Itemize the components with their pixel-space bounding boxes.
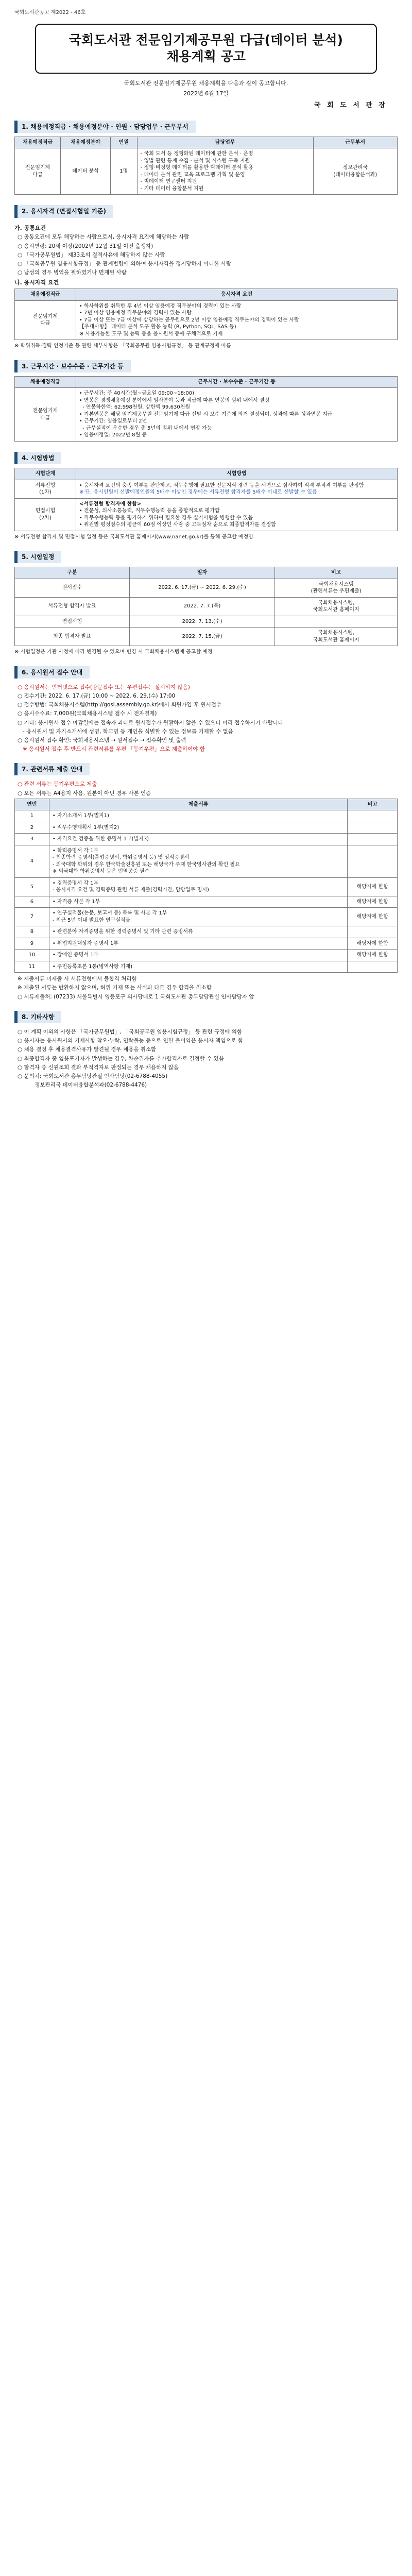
table-row bbox=[15, 908, 398, 926]
other-line: ○ 응시자는 응시원서의 기재사항 착오·누락, 연락불능 등으로 인한 불이익은 응시자 책임으로 함 bbox=[18, 1038, 243, 1044]
cell-note: 해당자에 한함 bbox=[348, 950, 398, 961]
table-header: 비고 bbox=[348, 799, 398, 810]
cell-note bbox=[348, 845, 398, 877]
cell-note: 해당자에 한함 bbox=[348, 896, 398, 908]
cell-doc: • 관련분야 자격증명을 위한 경력증명서 및 기타 관련 증빙서류 bbox=[49, 926, 348, 938]
schedule-table bbox=[14, 567, 398, 646]
cell-no: 7 bbox=[15, 908, 49, 926]
req-item: • 7년 이상 임용예정 직무분야의 경력이 있는 사람 bbox=[79, 310, 192, 316]
cell-no: 9 bbox=[15, 938, 49, 950]
cell-duties bbox=[137, 148, 313, 195]
cell-doc: • 경력증명서 각 1부 - 응시자격 요건 및 경력증명 관련 서류 제출(경력기간, 담당업무 명시) bbox=[49, 877, 348, 896]
requirement-line: ○ 남성의 경우 병역을 필하였거나 면제된 사람 bbox=[18, 269, 127, 276]
req-item: 【우대사항】 데이터 분석 도구 활용 능력 (R, Python, SQL, SAS 등) bbox=[79, 324, 236, 330]
table-header: 응시자격 요건 bbox=[76, 289, 397, 301]
cell-note bbox=[275, 616, 398, 628]
req-item: • 7급 이상 또는 7급 이상에 상당하는 공무원으로 2년 이상 임용예정 직무분야의 경력이 있는 사람 bbox=[79, 317, 299, 323]
duty-item: - 기타 데이터 융합분석 지원 bbox=[140, 185, 204, 192]
table-header: 비고 bbox=[275, 567, 398, 579]
table-row bbox=[15, 616, 398, 628]
cell-doc: • 자격요건 검증을 위한 증명서 1부(별지3) bbox=[49, 834, 348, 845]
req-item: ※ 사용가능한 도구 및 능력 등을 응시원서 등에 구체적으로 기재 bbox=[79, 331, 223, 337]
method-item: • 전문성, 의사소통능력, 직무수행능력 등을 종합적으로 평가함 bbox=[79, 508, 220, 514]
cell-no: 3 bbox=[15, 834, 49, 845]
table-row bbox=[15, 148, 398, 195]
cell-dept: 정보관리국 (데이터융합분석과) bbox=[313, 148, 397, 195]
cell-doc: • 학력증명서 각 1부 - 최종학력 증명서(졸업증명서, 학위증명서 등) 및 성적증명서 - 외국대학 학위의 경우 한국학술진흥원 또는 해당국가 주재 한국영사관의 확인 필요 ※ 외국대학 학위증명서 등은 번역공증 필수 bbox=[49, 845, 348, 877]
documents-intro-line: ○ 관련 서류는 등기우편으로 제출 bbox=[18, 781, 97, 788]
cell-note bbox=[348, 834, 398, 845]
cell-grade: 전문임기제 다급 bbox=[15, 148, 61, 195]
section-heading: 3. 근무시간 · 보수수준 · 근무기간 등 bbox=[14, 360, 131, 372]
document-page bbox=[0, 0, 412, 1106]
application-line: ○ 기타: 응시원서 접수 마감일에는 접속자 과다로 원서접수가 원활하지 않을 수 있으니 미리 접수하시기 바랍니다. bbox=[18, 719, 285, 726]
section-application bbox=[14, 666, 398, 753]
application-line: ※ 응시원서 접수 후 반드시 관련서류를 우편 「등기우편」으로 제출하여야 함 bbox=[18, 746, 205, 753]
other-line: ○ 합격자 중 신원조회 결과 부적격자로 판정되는 경우 채용하지 않음 bbox=[18, 1064, 179, 1071]
cell-no: 2 bbox=[15, 822, 49, 834]
table-row bbox=[15, 388, 398, 442]
application-line: ○ 응시원서는 인터넷으로 접수(방문접수 또는 우편접수는 실시하지 않음) bbox=[18, 684, 190, 690]
table-row bbox=[15, 300, 398, 340]
application-line: - 응시원서 및 자기소개서에 성명, 학교명 등 개인을 식별할 수 있는 정보를 기재할 수 없음 bbox=[18, 728, 233, 735]
condition-item: • 근무기간: 임용일로부터 2년 bbox=[79, 418, 147, 425]
section-heading: 2. 응시자격 (면접시험일 기준) bbox=[14, 205, 113, 217]
table-header: 구분 bbox=[15, 567, 130, 579]
issuer: 국 회 도 서 관 장 bbox=[314, 101, 387, 110]
table-header: 채용예정직급 bbox=[15, 376, 76, 388]
table-row bbox=[15, 834, 398, 845]
announcement-date: 2022년 6월 17일 bbox=[183, 90, 229, 97]
cell-count: 1명 bbox=[110, 148, 137, 195]
section-heading: 6. 응시원서 접수 안내 bbox=[14, 666, 90, 679]
table-row bbox=[15, 579, 398, 597]
table-row bbox=[15, 480, 398, 498]
table-header: 담당업무 bbox=[137, 137, 313, 148]
requirement-line: ○ 응시연령: 20세 이상(2002년 12월 31일 이전 출생자) bbox=[18, 243, 153, 249]
eligibility-table bbox=[14, 289, 398, 340]
table-header: 인원 bbox=[110, 137, 137, 148]
table-row bbox=[15, 628, 398, 646]
cell-note: 해당자에 한함 bbox=[348, 877, 398, 896]
duty-item: - 정형·비정형 데이터를 활용한 빅데이터 분석 활용 bbox=[140, 165, 253, 171]
cell-note: 국회채용시스템, 국회도서관 홈페이지 bbox=[275, 628, 398, 646]
documents-footer bbox=[14, 975, 398, 1001]
cell-note: 국회채용시스템, 국회도서관 홈페이지 bbox=[275, 597, 398, 616]
cell-note: 해당자에 한함 bbox=[348, 908, 398, 926]
cell-stage: 서류전형 (1차) bbox=[15, 480, 76, 498]
requirement-line: ○ 「국회공무원 임용시험규정」 등 관계법령에 의하여 응시자격을 정지당하지 아니한 사람 bbox=[18, 260, 232, 267]
application-line: ○ 접수기간: 2022. 6. 17.(금) 10:00 ~ 2022. 6. 29.(수) 17:00 bbox=[18, 693, 176, 700]
cell-doc: • 장애인 증명서 1부 bbox=[49, 950, 348, 961]
documents-footer-line: ※ 제출된 서류는 반환하지 않으며, 허위 기재 또는 사실과 다른 경우 합격을 취소함 bbox=[18, 985, 212, 991]
method-item: ※ 단, 응시인원이 선발예정인원의 5배수 이상인 경우에는 서류전형 합격자를 5배수 이내로 선발할 수 있음 bbox=[79, 489, 317, 496]
exam-method-table bbox=[14, 468, 398, 531]
method-item: • 응시자격 요건의 충족 여부를 판단하고, 직무수행에 필요한 전문지식·경력 등을 서면으로 심사하여 적격·부적격 여부를 판정함 bbox=[79, 482, 364, 488]
cell-note bbox=[348, 961, 398, 973]
section-other bbox=[14, 1011, 398, 1089]
cell-no: 10 bbox=[15, 950, 49, 961]
cell-doc: • 자기소개서 1부(별지1) bbox=[49, 810, 348, 822]
method-item: • 직무수행능력 등을 평가하기 위하여 필요한 경우 실기시험을 병행할 수 있음 bbox=[79, 515, 253, 521]
section-heading: 4. 시험방법 bbox=[14, 452, 61, 464]
documents-footer-line: ※ 제출서류 미제출 시 서류전형에서 불합격 처리함 bbox=[18, 976, 137, 982]
section-schedule bbox=[14, 551, 398, 656]
cell-item: 최종 합격자 발표 bbox=[15, 628, 130, 646]
section-eligibility bbox=[14, 205, 398, 349]
documents-table bbox=[14, 799, 398, 973]
section-documents bbox=[14, 763, 398, 1001]
section-heading: 5. 시험일정 bbox=[14, 551, 61, 563]
cell-doc: • 자격증 사본 각 1부 bbox=[49, 896, 348, 908]
method-item: <서류전형 합격자에 한함> bbox=[79, 501, 142, 507]
condition-item: - 근무실적이 우수한 경우 총 5년의 범위 내에서 연장 가능 bbox=[79, 425, 212, 431]
conditions-table bbox=[14, 376, 398, 442]
application-line: ○ 응시원서 접수 확인: 국회채용시스템 → 원서접수 → 접수확인 및 출력 bbox=[18, 737, 186, 743]
note: ※ 시험일정은 기관 사정에 따라 변경될 수 있으며 변경 시 국회채용시스템에 공고할 예정 bbox=[14, 649, 213, 655]
document-number: 국회도서관공고 제2022 - 46호 bbox=[14, 10, 86, 15]
table-header: 연번 bbox=[15, 799, 49, 810]
cell-doc: • 연구실적물(논문, 보고서 등) 목록 및 사본 각 1부 - 최근 5년 이내 발표한 연구실적물 bbox=[49, 908, 348, 926]
subheading: 가. 공통요건 bbox=[14, 224, 46, 231]
table-header: 채용예정직급 bbox=[15, 289, 76, 301]
cell-grade: 전문임기제 다급 bbox=[15, 300, 76, 340]
cell-doc: • 주민등록초본 1통(병역사항 기재) bbox=[49, 961, 348, 973]
other-line: ○ 최종합격자 중 임용포기자가 발생하는 경우, 차순위자를 추가합격자로 결정할 수 있음 bbox=[18, 1055, 224, 1062]
cell-date: 2022. 7. 15.(금) bbox=[129, 628, 274, 646]
duty-item: - 국회 도서 등 정형화된 데이터에 관한 분석 · 운영 bbox=[140, 151, 253, 157]
table-row bbox=[15, 810, 398, 822]
title-line-2: 채용계획 공고 bbox=[166, 49, 246, 64]
table-row bbox=[15, 926, 398, 938]
table-header: 제출서류 bbox=[49, 799, 348, 810]
requirement-line: ○ 「국가공무원법」 제33조의 결격사유에 해당하지 않는 사람 bbox=[18, 251, 165, 258]
cell-item: 면접시험 bbox=[15, 616, 130, 628]
other-lines bbox=[14, 1028, 398, 1089]
cell-no: 6 bbox=[15, 896, 49, 908]
application-line: ○ 응시수수료: 7,000원(국회채용시스템 접수 시 전자결제) bbox=[18, 710, 157, 717]
section-positions bbox=[14, 121, 398, 195]
table-header: 근무시간 · 보수수준 · 근무기간 등 bbox=[76, 376, 397, 388]
cell-date: 2022. 7. 7.(목) bbox=[129, 597, 274, 616]
method-item: • 위원별 평정점수의 평균이 60점 이상인 사람 중 고득점자 순으로 최종합격자를 결정함 bbox=[79, 522, 276, 528]
positions-table bbox=[14, 137, 398, 195]
other-line: 정보관리국 데이터융합분석과(02-6788-4476) bbox=[18, 1082, 147, 1089]
table-header: 채용예정직급 bbox=[15, 137, 61, 148]
note: ※ 학위취득·경력 인정기준 등 관련 세부사항은 「국회공무원 임용시험규정」 등 관계규정에 따름 bbox=[14, 343, 231, 349]
documents-intro bbox=[14, 781, 398, 796]
section-heading: 8. 기타사항 bbox=[14, 1011, 61, 1023]
cell-no: 11 bbox=[15, 961, 49, 973]
duty-item: - 빅데이터 연구센터 지원 bbox=[140, 179, 197, 185]
documents-footer-line: ○ 서류제출처: (07233) 서울특별시 영등포구 의사당대로 1 국회도서관 총무담당관실 인사담당자 앞 bbox=[18, 993, 254, 1000]
other-line: ○ 이 계획 이외의 사항은 「국가공무원법」, 「국회공무원 임용시험규정」 등 관련 규정에 의함 bbox=[18, 1029, 243, 1036]
table-header: 시험방법 bbox=[76, 468, 397, 480]
cell-no: 4 bbox=[15, 845, 49, 877]
duty-item: - 데이터 분석 관련 교육 프로그램 기획 및 운영 bbox=[140, 172, 245, 178]
table-row bbox=[15, 498, 398, 531]
other-line: ○ 문의처: 국회도서관 총무담당관실 인사담당(02-6788-4055) bbox=[18, 1073, 168, 1079]
cell-date: 2022. 6. 17.(금) ~ 2022. 6. 29.(수) bbox=[129, 579, 274, 597]
cell-stage: 면접시험 (2차) bbox=[15, 498, 76, 531]
cell-item: 서류전형 합격자 발표 bbox=[15, 597, 130, 616]
req-item: • 학사학위를 취득한 후 4년 이상 임용예정 직무분야의 경력이 있는 사람 bbox=[79, 303, 242, 309]
cell-date: 2022. 7. 13.(수) bbox=[129, 616, 274, 628]
table-row bbox=[15, 877, 398, 896]
requirement-line: ○ 공통요건에 모두 해당하는 사람으로서, 응시자격 요건에 해당하는 사람 bbox=[18, 234, 190, 241]
cell-no: 5 bbox=[15, 877, 49, 896]
table-row bbox=[15, 961, 398, 973]
cell-no: 8 bbox=[15, 926, 49, 938]
cell-doc: • 취업지원대상자 증명서 1부 bbox=[49, 938, 348, 950]
application-lines bbox=[14, 684, 398, 753]
subheading: 나. 응시자격 요건 bbox=[14, 279, 59, 286]
table-header: 시험단계 bbox=[15, 468, 76, 480]
table-row bbox=[15, 950, 398, 961]
cell-note: 해당자에 한함 bbox=[348, 938, 398, 950]
note: ※ 서류전형 합격자 및 면접시험 일정 등은 국회도서관 홈페이지(www.nanet.go.kr)를 통해 공고할 예정임 bbox=[14, 534, 253, 540]
section-heading: 1. 채용예정직급 · 채용예정분야 · 인원 · 담당업무 · 근무부서 bbox=[14, 121, 196, 133]
table-header: 일자 bbox=[129, 567, 274, 579]
cell-method bbox=[76, 480, 397, 498]
table-header: 채용예정분야 bbox=[61, 137, 111, 148]
cell-grade: 전문임기제 다급 bbox=[15, 388, 76, 442]
condition-item: • 임용예정일: 2022년 8월 중 bbox=[79, 432, 147, 438]
intro-text: 국회도서관 전문임기제공무원 채용계획을 다음과 같이 공고합니다. bbox=[124, 79, 288, 87]
condition-item: • 근무시간: 주 40시간(월~금요일 09:00~18:00) bbox=[79, 391, 195, 397]
cell-conditions bbox=[76, 388, 397, 442]
table-header: 근무부서 bbox=[313, 137, 397, 148]
section-exam-method bbox=[14, 452, 398, 540]
common-requirements bbox=[14, 233, 398, 276]
cell-no: 1 bbox=[15, 810, 49, 822]
other-line: ○ 채용 결정 후 채용결격사유가 발견될 경우 채용을 취소함 bbox=[18, 1046, 157, 1053]
condition-item: • 연봉은 경쟁채용예정 분야에서 임사분야 등과 직급에 따른 연봉의 범위 내에서 결정 bbox=[79, 397, 270, 403]
section-heading: 7. 관련서류 제출 안내 bbox=[14, 763, 90, 775]
table-row bbox=[15, 938, 398, 950]
application-line: ○ 접수방법: 국회채용시스템(http://gosi.assembly.go.kr)에서 회원가입 후 원서접수 bbox=[18, 702, 222, 708]
documents-intro-line: ○ 모든 서류는 A4용지 사용, 원본이 아닌 경우 사본 인증 bbox=[18, 790, 151, 796]
section-conditions bbox=[14, 360, 398, 442]
cell-note bbox=[348, 810, 398, 822]
duty-item: - 입법 관련 통계 수집 · 분석 및 시스템 구축 지원 bbox=[140, 158, 250, 164]
cell-requirements bbox=[76, 300, 397, 340]
title-line-1: 국회도서관 전문임기제공무원 다급(데이터 분석) bbox=[69, 32, 343, 47]
cell-item: 원서접수 bbox=[15, 579, 130, 597]
table-row bbox=[15, 822, 398, 834]
table-row bbox=[15, 896, 398, 908]
cell-note bbox=[348, 926, 398, 938]
title-box bbox=[35, 24, 377, 74]
cell-method bbox=[76, 498, 397, 531]
condition-item: - 연봉하한액: 62,998천원, 상한액 99,630천원 bbox=[79, 404, 191, 411]
table-row bbox=[15, 845, 398, 877]
cell-field: 데이터 분석 bbox=[61, 148, 111, 195]
cell-doc: • 직무수행계획서 1부(별지2) bbox=[49, 822, 348, 834]
condition-item: • 기본연봉은 해당 임기제공무원 전문임기제 다급 선발 시 보수 기준에 의거 결정되며, 성과에 따른 성과연봉 지급 bbox=[79, 411, 333, 417]
cell-note bbox=[348, 822, 398, 834]
cell-note: 국회채용시스템 (관련서류는 우편제출) bbox=[275, 579, 398, 597]
table-row bbox=[15, 597, 398, 616]
